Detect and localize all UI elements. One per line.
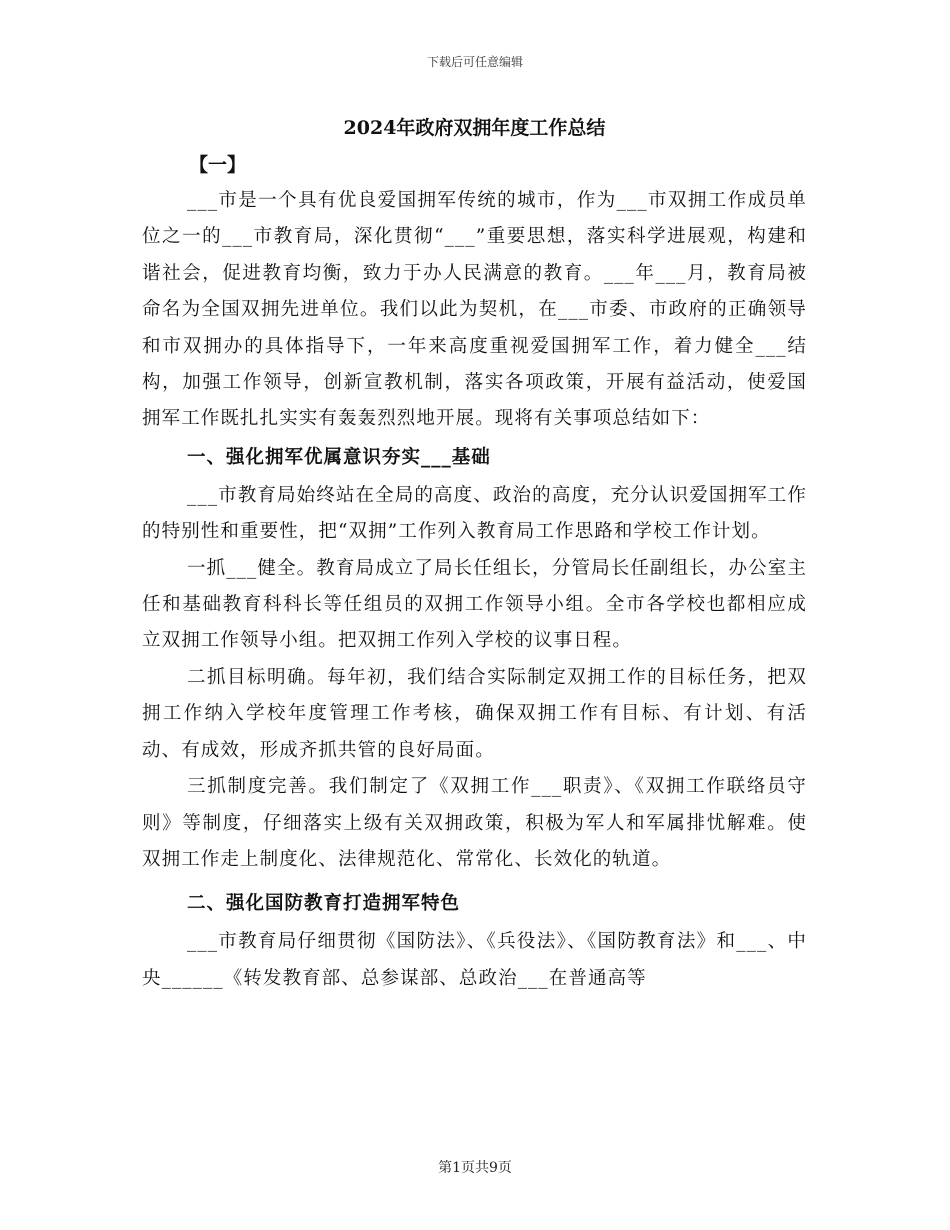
page-footer-number: 第1页共9页 [438,1160,512,1176]
section1-paragraph-1: ___市教育局始终站在全局的高度、政治的高度，充分认识爱国拥军工作的特别性和重要性，把“双拥”工作列入教育局工作思路和学校工作计划。 [142,484,807,543]
document-body [142,112,807,997]
page-header-note: 下载后可任意编辑 [426,55,523,69]
section-heading-2: 二、强化国防教育打造拥军特色 [187,893,461,915]
section-marker: 【一】 [189,154,247,176]
section1-paragraph-3: 二抓目标明确。每年初，我们结合实际制定双拥工作的目标任务，把双拥工作纳入学校年度管理工作考核，确保双拥工作有目标、有计划、有活动、有成效，形成齐抓共管的良好局面。 [142,666,807,761]
section1-paragraph-4: 三抓制度完善。我们制定了《双拥工作___职责》、《双拥工作联络员守则》等制度，仔细落实上级有关双拥政策，积极为军人和军属排忧解难。使双拥工作走上制度化、法律规范化、常常化、长效化的轨道。 [142,776,807,870]
intro-paragraph: ___市是一个具有优良爱国拥军传统的城市，作为___市双拥工作成员单位之一的___市教育局，深化贯彻“___”重要思想，落实科学进展观，构建和谐社会，促进教育均衡，致力于办人民满意的教育。___年___月，教育局被命名为全国双拥先进单位。我们以此为契机，在___市委、市政府的正确领导和市双拥办的具体指导下，一年来高度重视爱国拥军工作，着力健全___结构，加强工作领导，创新宣教机制，落实各项政策，开展有益活动，使爱国拥军工作既扎扎实实有轰轰烈烈地开展。现将有关事项总结如下： [142,190,807,430]
document-title: 2024年政府双拥年度工作总结 [343,117,606,139]
section1-paragraph-2: 一抓___健全。教育局成立了局长任组长，分管局长任副组长，办公室主任和基础教育科科长等任组员的双拥工作领导小组。全市各学校也都相应成立双拥工作领导小组。把双拥工作列入学校的议事日程。 [142,557,807,652]
section2-paragraph-1: ___市教育局仔细贯彻《国防法》、《兵役法》、《国防教育法》和___、中央______《转发教育部、总参谋部、总政治___在普通高等 [142,931,807,989]
section-heading-1: 一、强化拥军优属意识夯实___基础 [187,446,491,468]
